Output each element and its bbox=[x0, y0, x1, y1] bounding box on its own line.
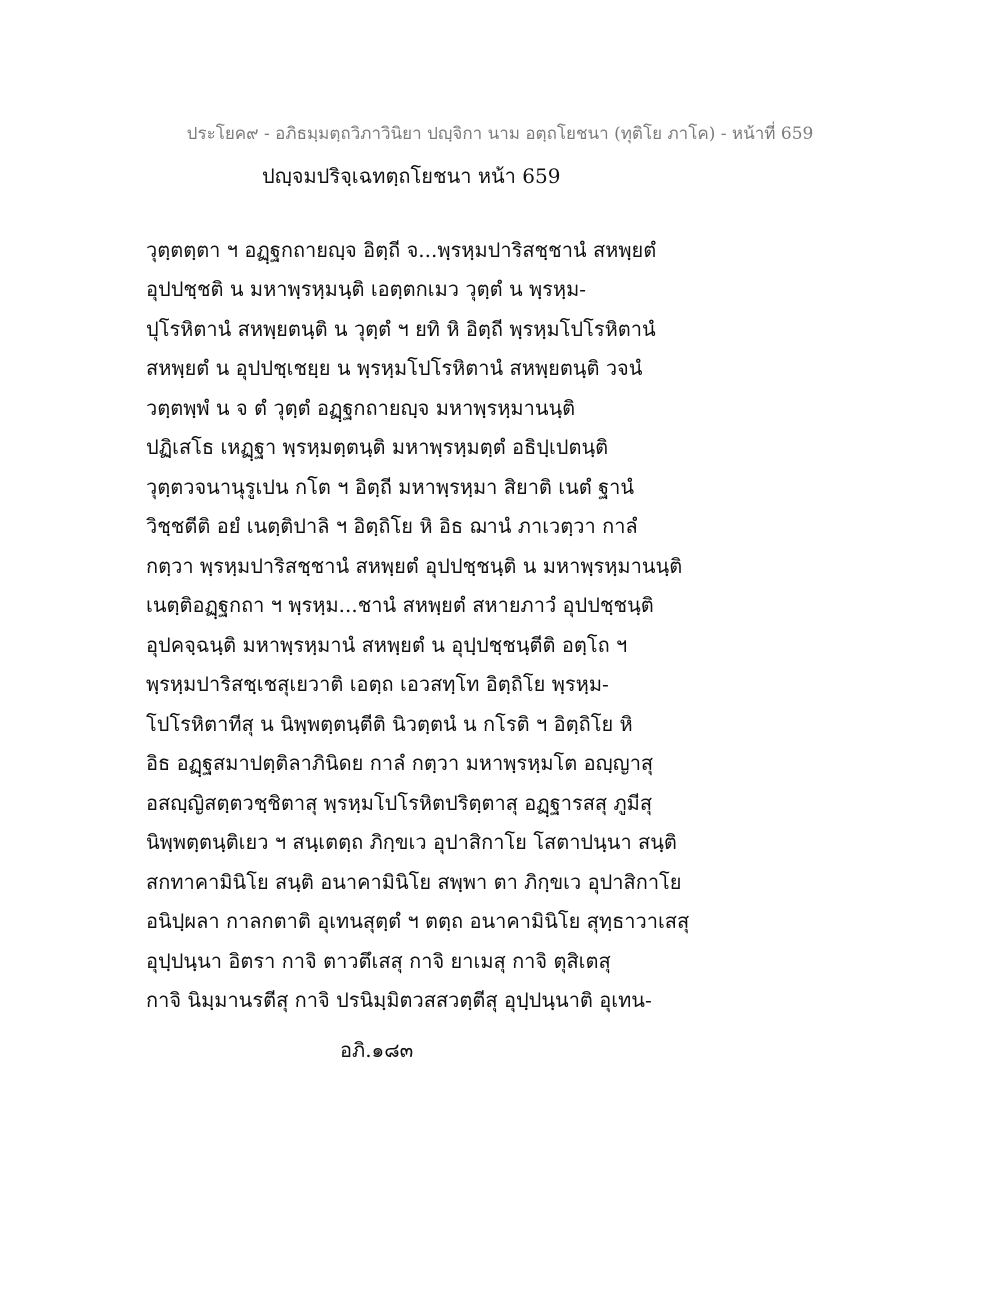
body-line: วุตฺตวจนานุรูเปน กโต ฯ อิตฺถี มหาพฺรหฺมา สิยาติ เนตํ ฐานํ bbox=[146, 475, 635, 499]
body-line: สกทาคามินิโย สนฺติ อนาคามินิโย สพฺพา ตา ภิกฺขเว อุปาสิกาโย bbox=[146, 870, 682, 894]
body-line: อุปคจฺฉนฺติ มหาพฺรหฺมานํ สหพฺยตํ น อุปฺปชฺชนฺตีติ อตฺโถ ฯ bbox=[146, 633, 628, 657]
body-line: พฺรหฺมปาริสชฺเชสุเยวาติ เอตฺถ เอวสทฺโท อิตฺถิโย พฺรหฺม- bbox=[146, 672, 609, 696]
body-line: นิพฺพตฺตนฺติเยว ฯ สนฺเตตฺถ ภิกฺขเว อุปาสิกาโย โสตาปนฺนา สนฺติ bbox=[146, 830, 677, 854]
page-signature: อภิ.๑๘๓ bbox=[340, 1038, 414, 1062]
body-line: วุตฺตตฺตา ฯ อฏฺฐกถายญฺจ อิตฺถี จ...พฺรหฺมปาริสชฺชานํ สหพฺยตํ bbox=[146, 238, 657, 262]
body-line: อุปปชฺชติ น มหาพฺรหฺมนฺติ เอตฺตกเมว วุตฺตํ น พฺรหฺม- bbox=[146, 277, 587, 301]
body-line: ปฏิเสโธ เหฏฺฐา พฺรหฺมตฺตนฺติ มหาพฺรหฺมตฺตํ อธิปฺเปตนฺติ bbox=[146, 435, 609, 459]
body-line: ปุโรหิตานํ สหพฺยตนฺติ น วุตฺตํ ฯ ยทิ หิ อิตฺถี พฺรหฺมโปโรหิตานํ bbox=[146, 317, 656, 341]
body-line: อสญฺญิสตฺตวชฺชิตาสุ พฺรหฺมโปโรหิตปริตฺตาสุ อฏฺฐารสสุ ภูมีสุ bbox=[146, 791, 653, 815]
body-line: โปโรหิตาทีสุ น นิพฺพตฺตนฺตีติ นิวตฺตนํ น กโรติ ฯ อิตฺถิโย หิ bbox=[146, 712, 633, 736]
running-header: ประโยค๙ - อภิธมฺมตฺถวิภาวินิยา ปญฺจิกา นาม อตฺถโยชนา (ทุติโย ภาโค) - หน้าที่ 659 bbox=[186, 124, 814, 144]
body-line: วิชฺชตีติ อยํ เนตฺติปาลิ ฯ อิตฺถิโย หิ อิธ ฌานํ ภาเวตฺวา กาลํ bbox=[146, 514, 638, 538]
body-line: กาจิ นิมฺมานรตีสุ กาจิ ปรนิมฺมิตวสสวตฺตีสุ อุปฺปนฺนาติ อุเทน- bbox=[146, 988, 652, 1012]
body-line: อิธ อฏฺฐสมาปตฺติลาภินิดย กาลํ กตฺวา มหาพฺรหฺมโต อญฺญาสุ bbox=[146, 751, 654, 775]
body-line: สหพฺยตํ น อุปปชฺเชยฺย น พฺรหฺมโปโรหิตานํ สหพฺยตนฺติ วจนํ bbox=[146, 356, 643, 380]
body-line: กตฺวา พฺรหฺมปาริสชฺชานํ สหพฺยตํ อุปปชฺชนฺติ น มหาพฺรหฺมานนฺติ bbox=[146, 554, 683, 578]
section-title: ปญฺจมปริจฺเฉทตฺถโยชนา หน้า 659 bbox=[262, 164, 561, 188]
body-line: วตฺตพฺพํ น จ ตํ วุตฺตํ อฏฺฐกถายญฺจ มหาพฺรหฺมานนฺติ bbox=[146, 396, 576, 420]
body-line: อนิปฺผลา กาลกตาติ อุเทนสุตฺตํ ฯ ตตฺถ อนาคามินิโย สุทฺธาวาเสสุ bbox=[146, 909, 690, 933]
body-line: อุปฺปนฺนา อิตรา กาจิ ตาวตึเสสุ กาจิ ยาเมสุ กาจิ ตุสิเตสุ bbox=[146, 949, 611, 973]
body-line: เนตฺติอฏฺฐกถา ฯ พฺรหฺม...ชานํ สหพฺยตํ สหายภาวํ อุปปชฺชนฺติ bbox=[146, 593, 654, 617]
